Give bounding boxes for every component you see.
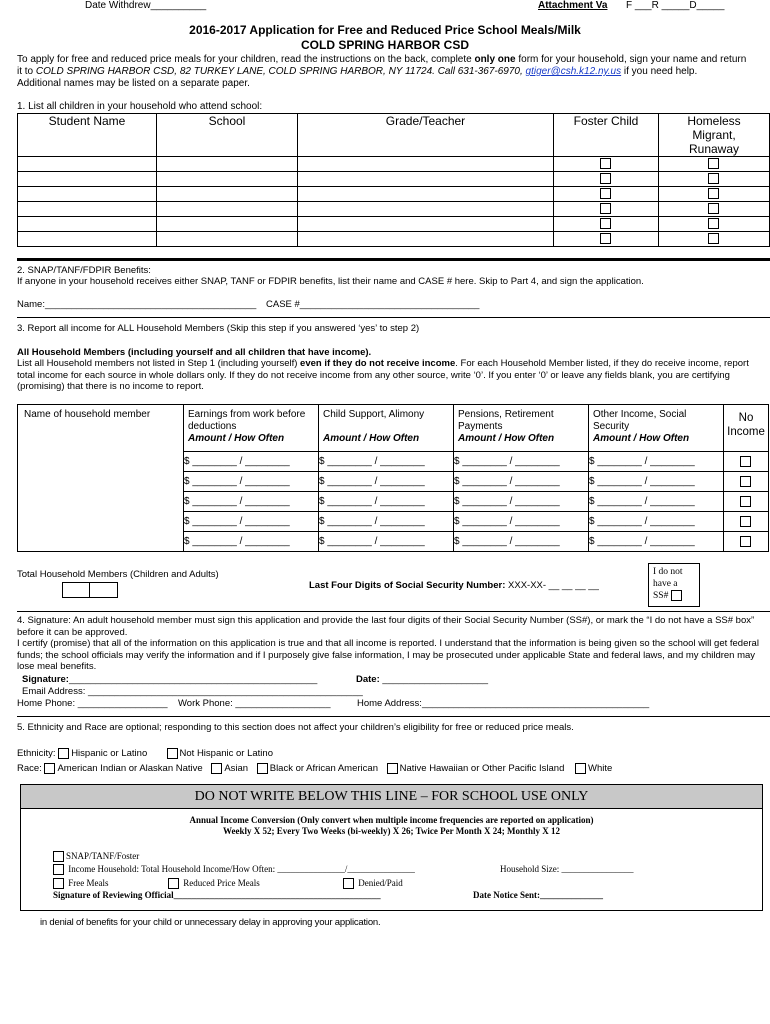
grade-teacher-cell[interactable] [298, 187, 554, 202]
not-hispanic-checkbox[interactable] [167, 748, 178, 759]
divider [17, 317, 770, 318]
district-name: COLD SPRING HARBOR CSD [300, 38, 469, 52]
homeless-checkbox[interactable] [708, 203, 719, 214]
step2-label: 2. SNAP/TANF/FDPIR Benefits: [17, 265, 151, 276]
school-use-banner: DO NOT WRITE BELOW THIS LINE – FOR SCHOOL USE ONLY [21, 785, 762, 809]
school-cell[interactable] [157, 232, 298, 247]
income-household-row: Income Household: Total Household Income/How Often: _______________/_______________ [53, 864, 415, 875]
earnings-cell[interactable]: $ ________ / ________ [184, 512, 319, 532]
school-use-box [20, 784, 763, 911]
table-row [18, 172, 770, 187]
intro-paragraph: To apply for free and reduced price meals for your children, read the instructions on the back, complete only one form for your household, sign your name and return it to COLD SPRING HARBOR CSD, 82 TURKEY LANE, COLD SPRING HARBOR, NY 11724. Call 631-367-6970, gtiger@csh.k12.ny.us if you need help. Additional names may be listed on a separate paper. [17, 54, 747, 89]
step3-instructions: List all Household members not listed in Step 1 (including yourself) even if they do not receive income. For each Household Member listed, if they do receive income, report total income for each source in whole dollars only. If they do not receive income from any other source, write ‘0’. If you enter ‘0’ or leave any fields blank, you are certifying (promising) that there is no income to report. [17, 358, 749, 392]
grade-teacher-cell[interactable] [298, 232, 554, 247]
school-cell[interactable] [157, 157, 298, 172]
foster-checkbox[interactable] [600, 233, 611, 244]
earnings-cell[interactable]: $ ________ / ________ [184, 452, 319, 472]
foster-checkbox[interactable] [600, 218, 611, 229]
col-student-name: Student Name [18, 114, 157, 157]
student-name-cell[interactable] [18, 217, 157, 232]
home-phone-field[interactable]: Home Phone: _________________ [17, 698, 168, 709]
child-support-cell[interactable]: $ ________ / ________ [319, 452, 454, 472]
signature-row: Signature:_______________________________________________ [22, 674, 318, 685]
email-field[interactable]: ____________________________________________________ [88, 686, 363, 697]
col-child-support: Child Support, Alimony Amount / How Often [319, 405, 454, 452]
no-income-checkbox[interactable] [740, 516, 751, 527]
denied-checkbox[interactable] [343, 878, 354, 889]
divider [17, 716, 770, 717]
free-meals-row: Free Meals [53, 878, 109, 889]
earnings-cell[interactable]: $ ________ / ________ [184, 532, 319, 552]
grade-teacher-cell[interactable] [298, 217, 554, 232]
page-title: 2016-2017 Application for Free and Reduced Price School Meals/Milk [189, 23, 581, 37]
race-row: Race: American Indian or Alaskan Native Asian Black or African American Native Hawaiian or Other Pacific Island White [17, 763, 613, 775]
household-size-field[interactable]: Household Size: ________________ [500, 864, 634, 874]
pensions-cell[interactable]: $ ________ / ________ [454, 532, 589, 552]
pensions-cell[interactable]: $ ________ / ________ [454, 492, 589, 512]
no-income-checkbox[interactable] [740, 536, 751, 547]
grade-teacher-cell[interactable] [298, 172, 554, 187]
work-phone-field[interactable]: Work Phone: __________________ [178, 698, 331, 709]
home-address-field[interactable]: Home Address:___________________________________________ [357, 698, 650, 709]
col-homeless: Homeless Migrant, Runaway [659, 114, 770, 157]
no-income-checkbox[interactable] [740, 496, 751, 507]
hispanic-checkbox[interactable] [58, 748, 69, 759]
homeless-checkbox[interactable] [708, 173, 719, 184]
col-other-income: Other Income, Social Security Amount / How Often [589, 405, 724, 452]
children-table [17, 113, 770, 247]
black-checkbox[interactable] [257, 763, 268, 774]
signature-field[interactable]: _______________________________________________ [68, 674, 318, 685]
other-income-cell[interactable]: $ ________ / ________ [589, 512, 724, 532]
pensions-cell[interactable]: $ ________ / ________ [454, 472, 589, 492]
child-support-cell[interactable]: $ ________ / ________ [319, 512, 454, 532]
col-foster-child: Foster Child [554, 114, 659, 157]
denied-row: Denied/Paid [343, 878, 403, 889]
foster-checkbox[interactable] [600, 203, 611, 214]
income-household-checkbox[interactable] [53, 864, 64, 875]
no-ssn-checkbox[interactable] [671, 590, 682, 601]
other-income-cell[interactable]: $ ________ / ________ [589, 492, 724, 512]
foster-checkbox[interactable] [600, 158, 611, 169]
student-name-cell[interactable] [18, 187, 157, 202]
child-support-cell[interactable]: $ ________ / ________ [319, 492, 454, 512]
col-earnings: Earnings from work before deductions Amount / How Often [184, 405, 319, 452]
step5-label: 5. Ethnicity and Race are optional; responding to this section does not affect your children’s eligibility for free or reduced price meals. [17, 722, 574, 733]
no-income-checkbox[interactable] [740, 456, 751, 467]
col-pensions: Pensions, Retirement Payments Amount / How Often [454, 405, 589, 452]
other-income-cell[interactable]: $ ________ / ________ [589, 532, 724, 552]
step3-heading: All Household Members (including yourself and all children that have income). [17, 347, 372, 358]
school-cell[interactable] [157, 187, 298, 202]
foster-checkbox[interactable] [600, 188, 611, 199]
case-number-field[interactable]: CASE #__________________________________ [266, 299, 480, 310]
col-school: School [157, 114, 298, 157]
official-signature-field[interactable]: Signature of Reviewing Official______________________________________________ [53, 890, 381, 900]
no-income-checkbox[interactable] [740, 476, 751, 487]
date-row: Date: ____________________ [356, 674, 489, 685]
student-name-cell[interactable] [18, 157, 157, 172]
attachment-label: Attachment Va [538, 0, 608, 11]
homeless-checkbox[interactable] [708, 158, 719, 169]
american-indian-checkbox[interactable] [44, 763, 55, 774]
total-members-label: Total Household Members (Children and Adults) [17, 569, 219, 580]
child-support-cell[interactable]: $ ________ / ________ [319, 532, 454, 552]
table-row [18, 232, 770, 247]
divider [17, 258, 770, 261]
homeless-checkbox[interactable] [708, 233, 719, 244]
snap-row: SNAP/TANF/Foster [53, 851, 139, 862]
fr-codes: F ___R _____D_____ [626, 0, 725, 11]
student-name-cell[interactable] [18, 172, 157, 187]
foster-checkbox[interactable] [600, 173, 611, 184]
other-income-cell[interactable]: $ ________ / ________ [589, 452, 724, 472]
pensions-cell[interactable]: $ ________ / ________ [454, 452, 589, 472]
ssn-field[interactable]: XXX-XX- __ __ __ __ [508, 580, 599, 591]
reduced-meals-checkbox[interactable] [168, 878, 179, 889]
free-meals-checkbox[interactable] [53, 878, 64, 889]
earnings-cell[interactable]: $ ________ / ________ [184, 492, 319, 512]
asian-checkbox[interactable] [211, 763, 222, 774]
col-household-member: Name of household member [18, 405, 184, 552]
pensions-cell[interactable]: $ ________ / ________ [454, 512, 589, 532]
other-income-cell[interactable]: $ ________ / ________ [589, 472, 724, 492]
snap-name-field[interactable]: Name:________________________________________ [17, 299, 257, 310]
ssn-label: Last Four Digits of Social Security Number: XXX-XX- __ __ __ __ [309, 580, 599, 591]
table-row [18, 202, 770, 217]
reduced-meals-row: Reduced Price Meals [168, 878, 260, 889]
table-row [18, 217, 770, 232]
date-withdrew: Date Withdrew__________ [85, 0, 207, 11]
income-table [17, 404, 769, 552]
date-field[interactable]: ____________________ [382, 674, 489, 685]
student-name-cell[interactable] [18, 232, 157, 247]
step1-label: 1. List all children in your household who attend school: [17, 101, 263, 112]
earnings-cell[interactable]: $ ________ / ________ [184, 472, 319, 492]
school-cell[interactable] [157, 172, 298, 187]
snap-checkbox[interactable] [53, 851, 64, 862]
table-row [18, 187, 770, 202]
child-support-cell[interactable]: $ ________ / ________ [319, 472, 454, 492]
white-checkbox[interactable] [575, 763, 586, 774]
divider [17, 611, 770, 612]
total-members-field[interactable] [62, 582, 118, 598]
grade-teacher-cell[interactable] [298, 157, 554, 172]
table-row [18, 157, 770, 172]
ethnicity-row: Ethnicity: Hispanic or Latino Not Hispanic or Latino [17, 748, 273, 760]
date-notice-field[interactable]: Date Notice Sent:______________ [473, 890, 603, 900]
step4-text: 4. Signature: An adult household member must sign this application and provide the last four digits of their Social Security Number (SS#), or mark the “I do not have a SS# box” before it can be approved. I certify (promise) that all of the information on this application is true and that all income is reported. I understand that the information is being given so the school will get federal funds; the school officials may verify the information and if I purposely give false information, I may be prosecuted under applicable State and federal laws, and my children may lose meal benefits. [17, 615, 759, 672]
homeless-checkbox[interactable] [708, 218, 719, 229]
income-conversion-note: Annual Income Conversion (Only convert when multiple income frequencies are reported on application) Weekly X 52; Every Two Weeks (bi-weekly) X 26; Twice Per Month X 24; Monthly X 12 [189, 815, 594, 836]
native-hawaiian-checkbox[interactable] [387, 763, 398, 774]
no-ssn-box: I do not have a SS# [648, 563, 700, 607]
email-link[interactable]: gtiger@csh.k12.ny.us [525, 66, 622, 77]
step3-label: 3. Report all income for ALL Household Members (Skip this step if you answered ‘yes’ to step 2) [17, 323, 420, 334]
grade-teacher-cell[interactable] [298, 202, 554, 217]
school-cell[interactable] [157, 217, 298, 232]
student-name-cell[interactable] [18, 202, 157, 217]
step2-text: If anyone in your household receives either SNAP, TANF or FDPIR benefits, list their name and CASE # here. Skip to Part 4, and sign the application. [17, 276, 644, 287]
homeless-checkbox[interactable] [708, 188, 719, 199]
col-no-income: No Income [724, 405, 769, 452]
col-grade-teacher: Grade/Teacher [298, 114, 554, 157]
footer-text: in denial of benefits for your child or unnecessary delay in approving your application. [40, 917, 381, 928]
email-row: Email Address: ____________________________________________________ [22, 686, 363, 697]
school-cell[interactable] [157, 202, 298, 217]
